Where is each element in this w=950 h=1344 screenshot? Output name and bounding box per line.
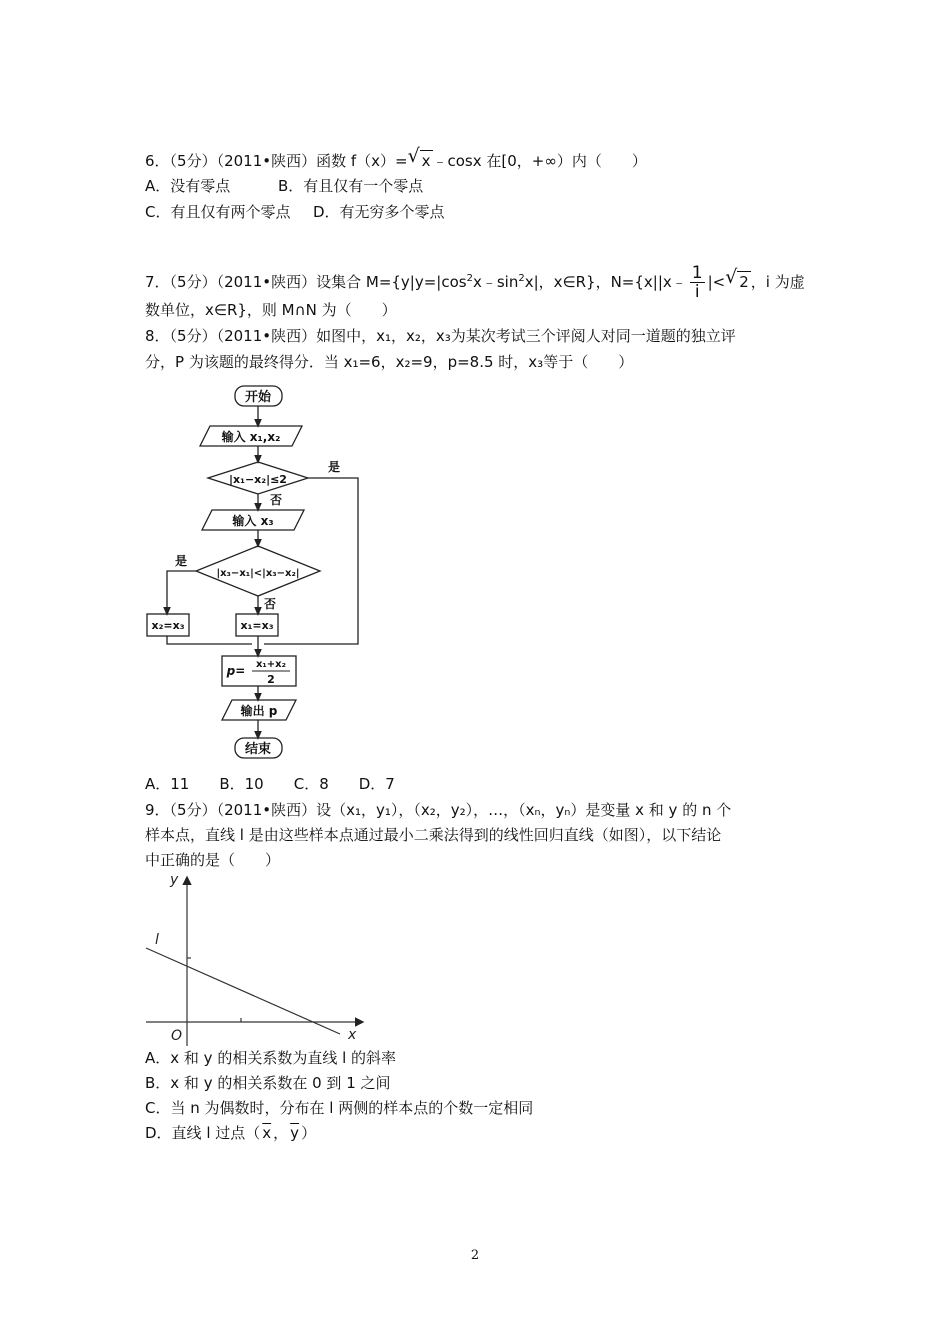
flow-end-label: 结束 xyxy=(244,742,272,757)
q9-line1: 9．（5分）（2011•陕西）设（x₁，y₁），（x₂，y₂），…，（xₙ，yₙ）是变量 x 和 y 的 n 个 xyxy=(145,801,732,819)
q6-option-a: A．没有零点 xyxy=(145,177,231,195)
q9-y-label: y xyxy=(170,872,179,888)
q9-graph xyxy=(140,868,370,1048)
q8-line1: 8．（5分）（2011•陕西）如图中，x₁，x₂，x₃为某次考试三个评阅人对同一道题的独立评 xyxy=(145,327,736,345)
q9-option-c: C．当 n 为偶数时，分布在 l 两侧的样本点的个数一定相同 xyxy=(145,1099,534,1117)
q8-options: A．11 B．10 C．8 D．7 xyxy=(145,775,395,793)
flow-p-lhs: p= xyxy=(226,664,246,678)
page-number: 2 xyxy=(470,1248,480,1263)
q9-line3: 中正确的是（ ） xyxy=(145,851,281,869)
flow-input2-label: 输入 x₃ xyxy=(232,514,274,528)
q6-stem-pre: 6．（5分）（2011•陕西）函数 f（x）= xyxy=(145,152,408,170)
q9-option-d-ybar: $\overline{y}$ xyxy=(290,1124,300,1142)
q7-mid2: x|，x∈R}，N={x||x﹣ xyxy=(524,273,687,291)
q9-option-d-post: ） xyxy=(301,1124,317,1142)
q6-option-b: B．有且仅有一个零点 xyxy=(278,177,424,195)
flow-output-label: 输出 p xyxy=(240,704,278,718)
q9-option-a: A．x 和 y 的相关系数为直线 l 的斜率 xyxy=(145,1049,397,1067)
flow-input1-label: 输入 x₁,x₂ xyxy=(221,430,281,444)
q9-option-b: B．x 和 y 的相关系数在 0 到 1 之间 xyxy=(145,1074,391,1092)
q6-option-d: D．有无穷多个零点 xyxy=(313,203,445,221)
q9-option-d-xbar: $\overline{x}$ xyxy=(262,1124,272,1142)
q7-exp2: 2 xyxy=(518,273,525,284)
q7-exp1: 2 xyxy=(466,273,473,284)
flow-assign-right-label: x₁=x₃ xyxy=(240,619,274,632)
q7-mid1: x﹣sin xyxy=(472,273,519,291)
q7-line2: 数单位，x∈R}，则 M∩N 为（ ） xyxy=(145,301,397,319)
q6-radicand: x xyxy=(421,152,431,170)
flow-decision1-no: 否 xyxy=(269,493,283,507)
q7-frac-den: i xyxy=(694,282,700,302)
flow-decision2-no: 否 xyxy=(263,597,277,611)
q9-option-d-pre: D．直线 l 过点（ xyxy=(145,1124,261,1142)
q6-stem-post: ﹣cosx 在[0，+∞）内（ ） xyxy=(432,152,647,170)
q6-sqrt: √ x xyxy=(407,145,431,170)
q7-mid3: |< xyxy=(707,273,726,291)
q7-stem-pre: 7．（5分）（2011•陕西）设集合 M={y|y=|cos xyxy=(145,273,467,291)
flow-decision1-yes: 是 xyxy=(327,460,341,474)
q9-x-label: x xyxy=(348,1027,357,1043)
flow-p-num: x₁+x₂ xyxy=(255,659,287,670)
flow-decision1-label: |x₁−x₂|≤2 xyxy=(229,473,287,486)
q9-line-label: l xyxy=(155,932,159,948)
flow-p-den: 2 xyxy=(267,673,275,686)
q9-line2: 样本点，直线 l 是由这些样本点通过最小二乘法得到的线性回归直线（如图），以下结论 xyxy=(145,826,722,844)
q8-line2: 分，P 为该题的最终得分．当 x₁=6，x₂=9，p=8.5 时，x₃等于（ ） xyxy=(145,353,634,371)
q9-origin-label: O xyxy=(171,1028,183,1044)
flow-start-label: 开始 xyxy=(244,390,272,405)
flow-assign-left-label: x₂=x₃ xyxy=(151,619,185,632)
flow-decision2-yes: 是 xyxy=(174,554,188,568)
q7-radicand: 2 xyxy=(739,273,749,291)
q7-sqrt: √ 2 xyxy=(725,266,749,291)
flow-decision2-label: |x₃−x₁|<|x₃−x₂| xyxy=(216,568,300,579)
q6-option-c: C．有且仅有两个零点 xyxy=(145,203,291,221)
q9-regression-line xyxy=(146,948,340,1034)
q7-frac-num: 1 xyxy=(691,263,703,283)
q9-option-d-sep: ， xyxy=(273,1124,289,1142)
q7-stem-post: ，i 为虚 xyxy=(750,273,805,291)
q9-option-d xyxy=(145,1123,316,1143)
